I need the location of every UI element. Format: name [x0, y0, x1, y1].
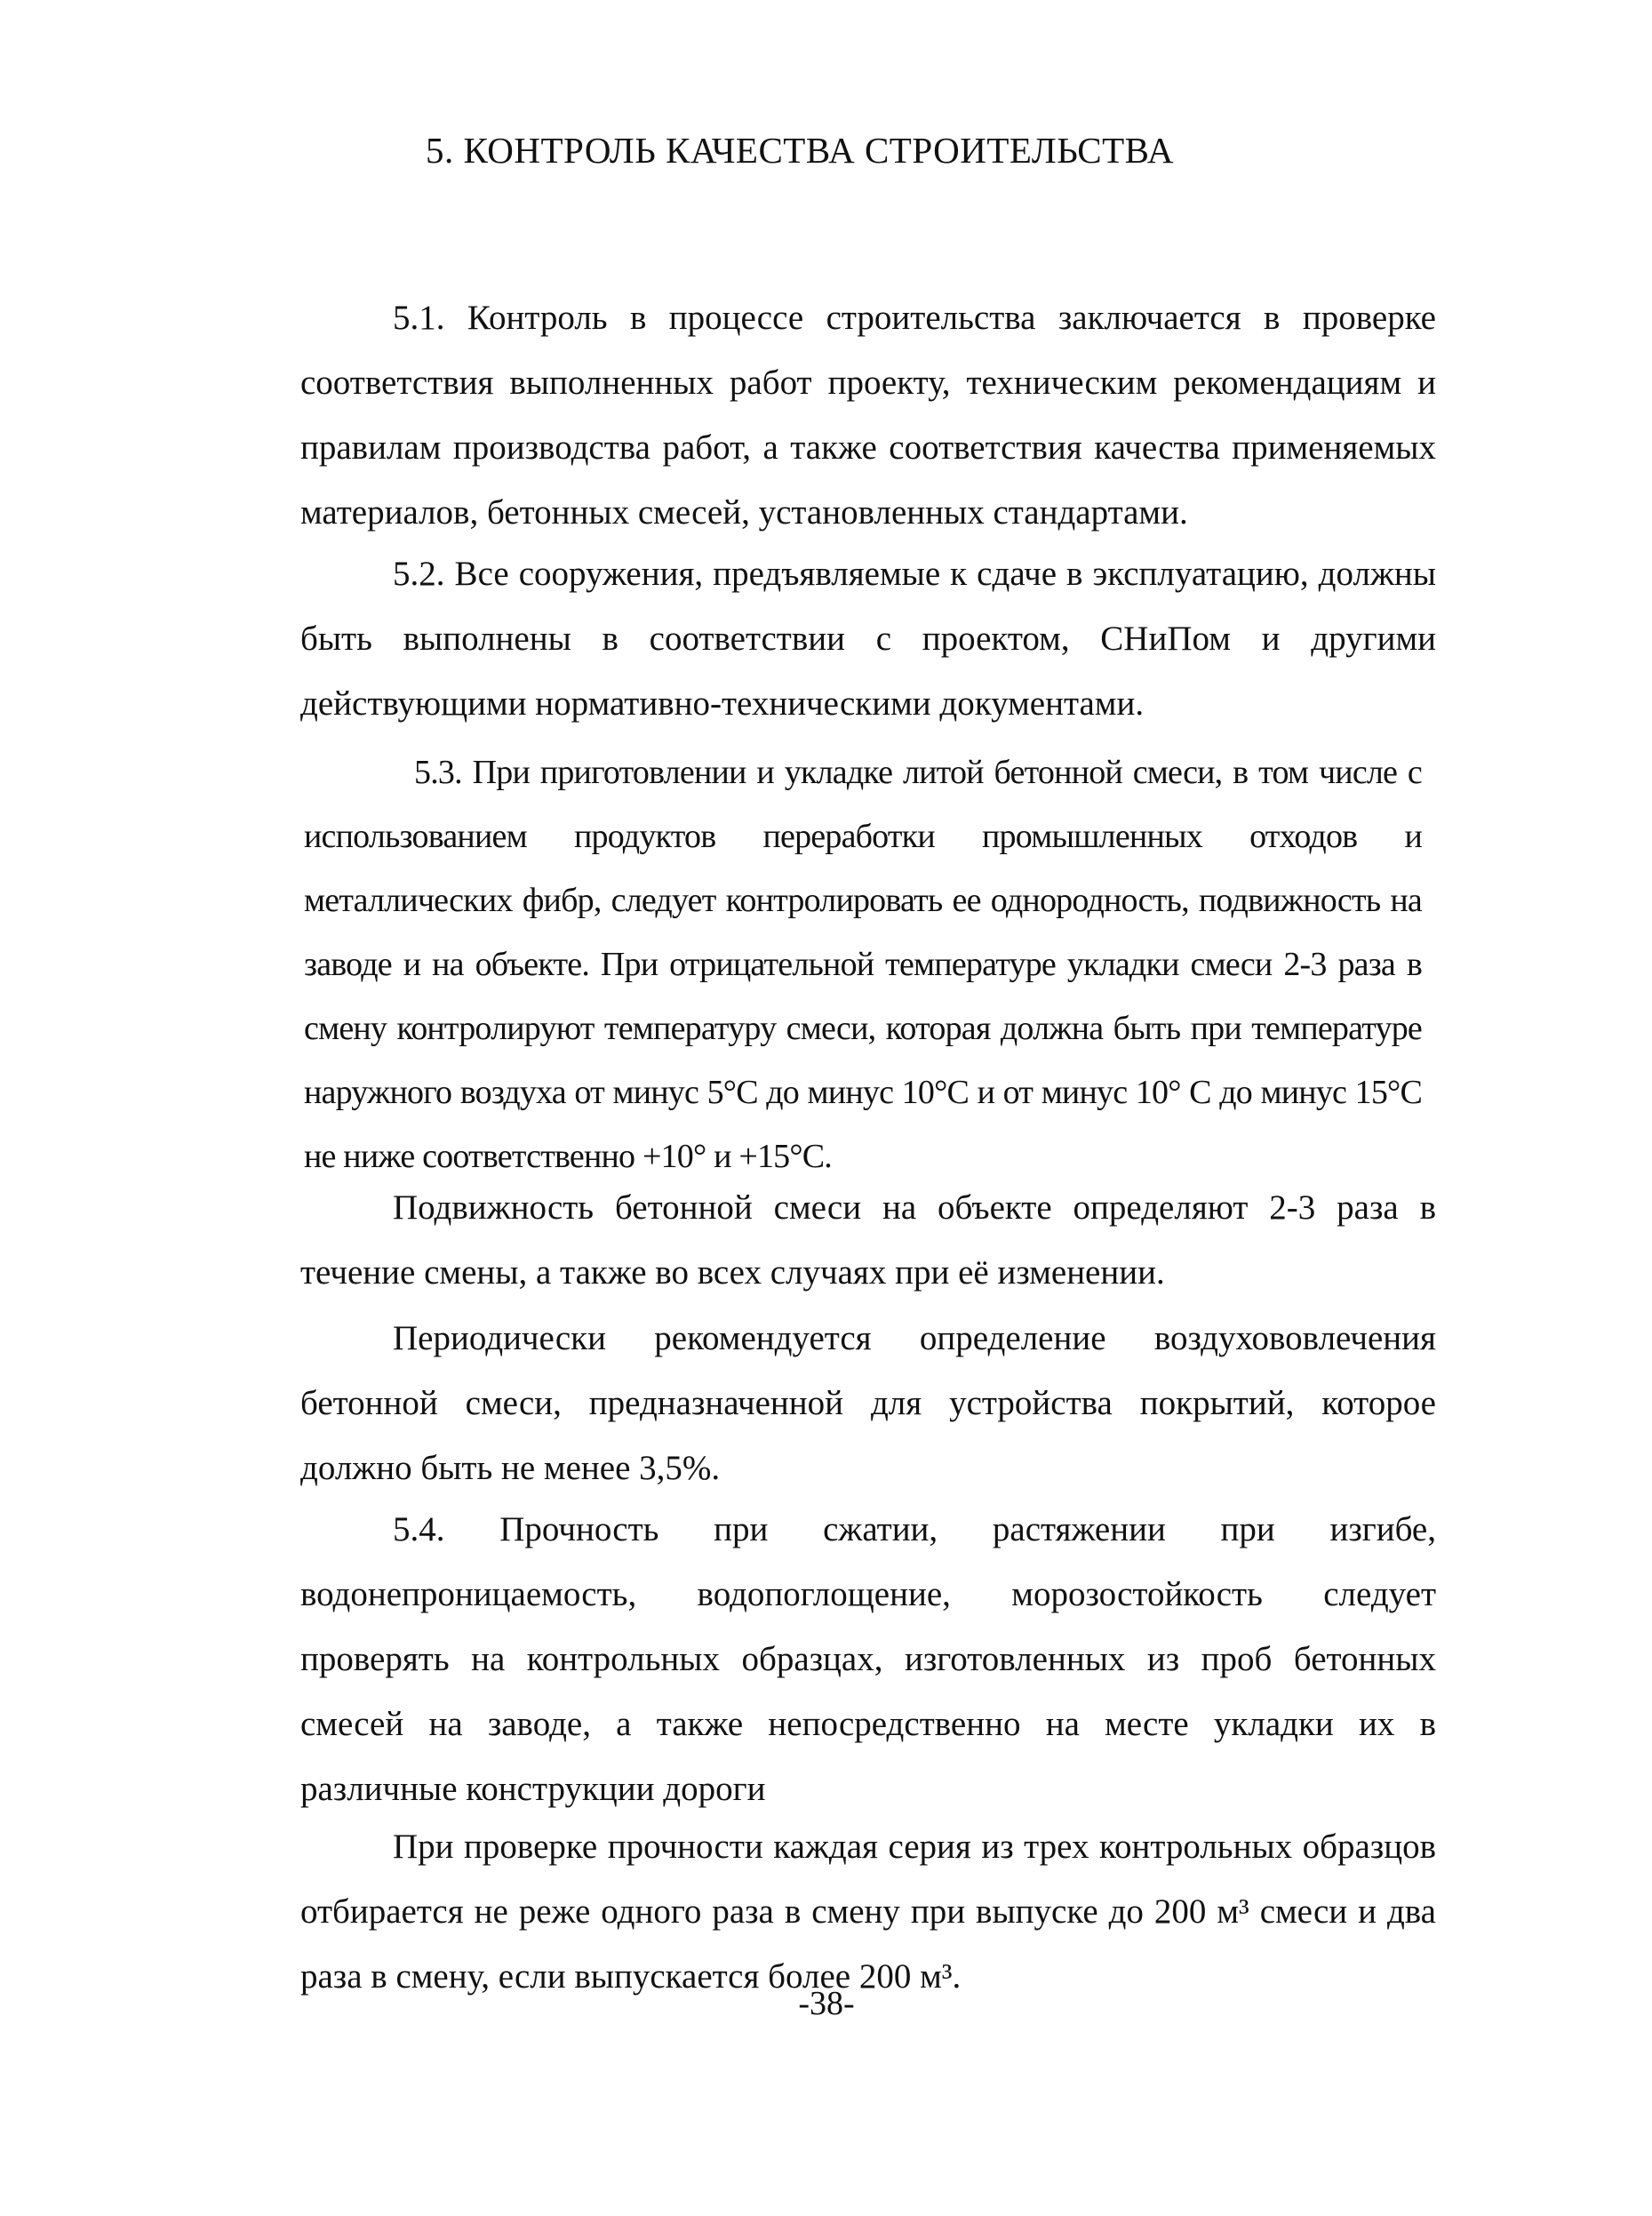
paragraph-mobility: Подвижность бетонной смеси на объекте определяют 2-3 раза в течение смены, а также во всех случаях при её изменении. [300, 1188, 1436, 1292]
paragraph-5-3: 5.3. При приготовлении и укладке литой бетонной смеси, в том числе с использованием продуктов переработки промышленных отходов и металлических фибр, следует контролировать ее однородность, подвижность на заводе и на объекте. При отрицательной температуре укладки смеси 2-3 раза в смену контролируют температуру смеси, которая должна быть при температуре наружного воздуха от минус 5°С до минус 10°С и от минус 10° С до минус 15°С не ниже соответственно +10° и +15°С. [304, 754, 1422, 1175]
section-title: 5. КОНТРОЛЬ КАЧЕСТВА СТРОИТЕЛЬСТВА [425, 130, 1175, 171]
page-number: -38- [798, 1985, 855, 2022]
paragraph-strength-check: При проверке прочности каждая серия из трех контрольных образцов отбирается не реже одного раза в смену при выпуске до 200 м³ смеси и два раза в смену, если выпускается более 200 м³. [300, 1828, 1436, 1996]
paragraph-5-2: 5.2. Все сооружения, предъявляемые к сдаче в эксплуатацию, должны быть выполнены в соответствии с проектом, СНиПом и другими действующими нормативно-техническими документами. [300, 555, 1436, 723]
paragraph-5-4: 5.4. Прочность при сжатии, растяжении при изгибе, водонепроницаемость, водопоглощение, морозостойкость следует проверять на контрольных образцах, изготовленных из проб бетонных смесей на заводе, а также непосредственно на месте укладки их в различные конструкции дороги [300, 1510, 1436, 1808]
paragraph-air-entrainment: Периодически рекомендуется определение воздухововлечения бетонной смеси, предназначенной для устройства покрытий, которое должно быть не менее 3,5%. [300, 1319, 1436, 1487]
paragraph-5-1: 5.1. Контроль в процессе строительства заключается в проверке соответствия выполненных работ проекту, техническим рекомендациям и правилам производства работ, а также соответствия качества применяемых материалов, бетонных смесей, установленных стандартами. [300, 299, 1436, 532]
